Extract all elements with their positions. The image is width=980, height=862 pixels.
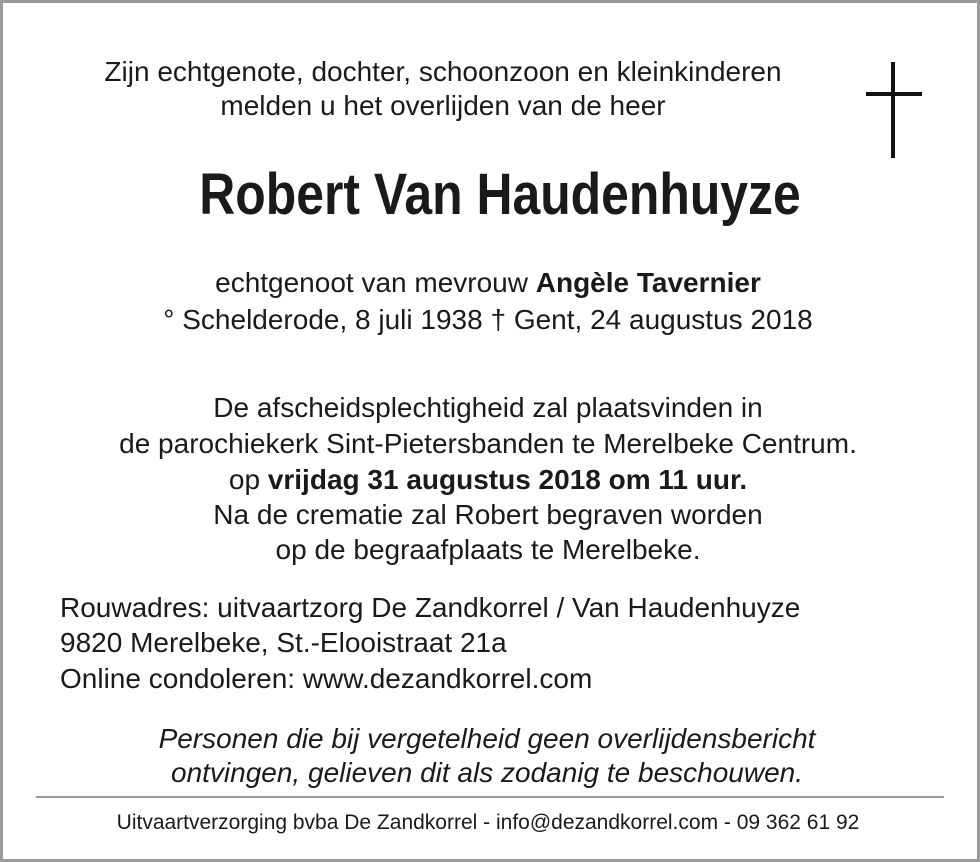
condolence-link: Online condoleren: www.dezandkorrel.com: [60, 663, 593, 694]
address-line-1: Rouwadres: uitvaartzorg De Zandkorrel / Van Haudenhuyze: [60, 592, 801, 623]
address-line-2: 9820 Merelbeke, St.-Elooistraat 21a: [60, 627, 507, 658]
ceremony-line-5: op de begraafplaats te Merelbeke.: [275, 534, 701, 565]
cross-icon: [866, 62, 922, 158]
dates-line: ° Schelderode, 8 juli 1938 † Gent, 24 augustus 2018: [163, 304, 813, 335]
divider: [36, 796, 944, 798]
spouse-name: Angèle Tavernier: [535, 267, 761, 298]
ceremony-line-3: [229, 463, 747, 497]
intro-line-1: Zijn echtgenote, dochter, schoonzoon en kleinkinderen: [104, 56, 782, 87]
spouse-prefix: echtgenoot van mevrouw: [215, 267, 536, 298]
notice-line-2: ontvingen, gelieven dit als zodanig te beschouwen.: [171, 757, 803, 788]
deceased-name: Robert Van Haudenhuyze: [199, 162, 801, 227]
ceremony-date: vrijdag 31 augustus 2018 om 11 uur.: [267, 464, 748, 495]
ceremony-line-2: de parochiekerk Sint-Pietersbanden te Merelbeke Centrum.: [119, 428, 857, 459]
ceremony-date-prefix: op: [228, 464, 268, 495]
ceremony-line-1: De afscheidsplechtigheid zal plaatsvinden in: [213, 392, 763, 423]
footer-contact: Uitvaartverzorging bvba De Zandkorrel - info@dezandkorrel.com - 09 362 61 92: [116, 811, 860, 834]
ceremony-line-4: Na de crematie zal Robert begraven worden: [213, 499, 763, 530]
intro-line-2: melden u het overlijden van de heer: [220, 90, 666, 121]
notice-line-1: Personen die bij vergetelheid geen overlijdensbericht: [158, 723, 816, 754]
spouse-line: [215, 266, 761, 300]
